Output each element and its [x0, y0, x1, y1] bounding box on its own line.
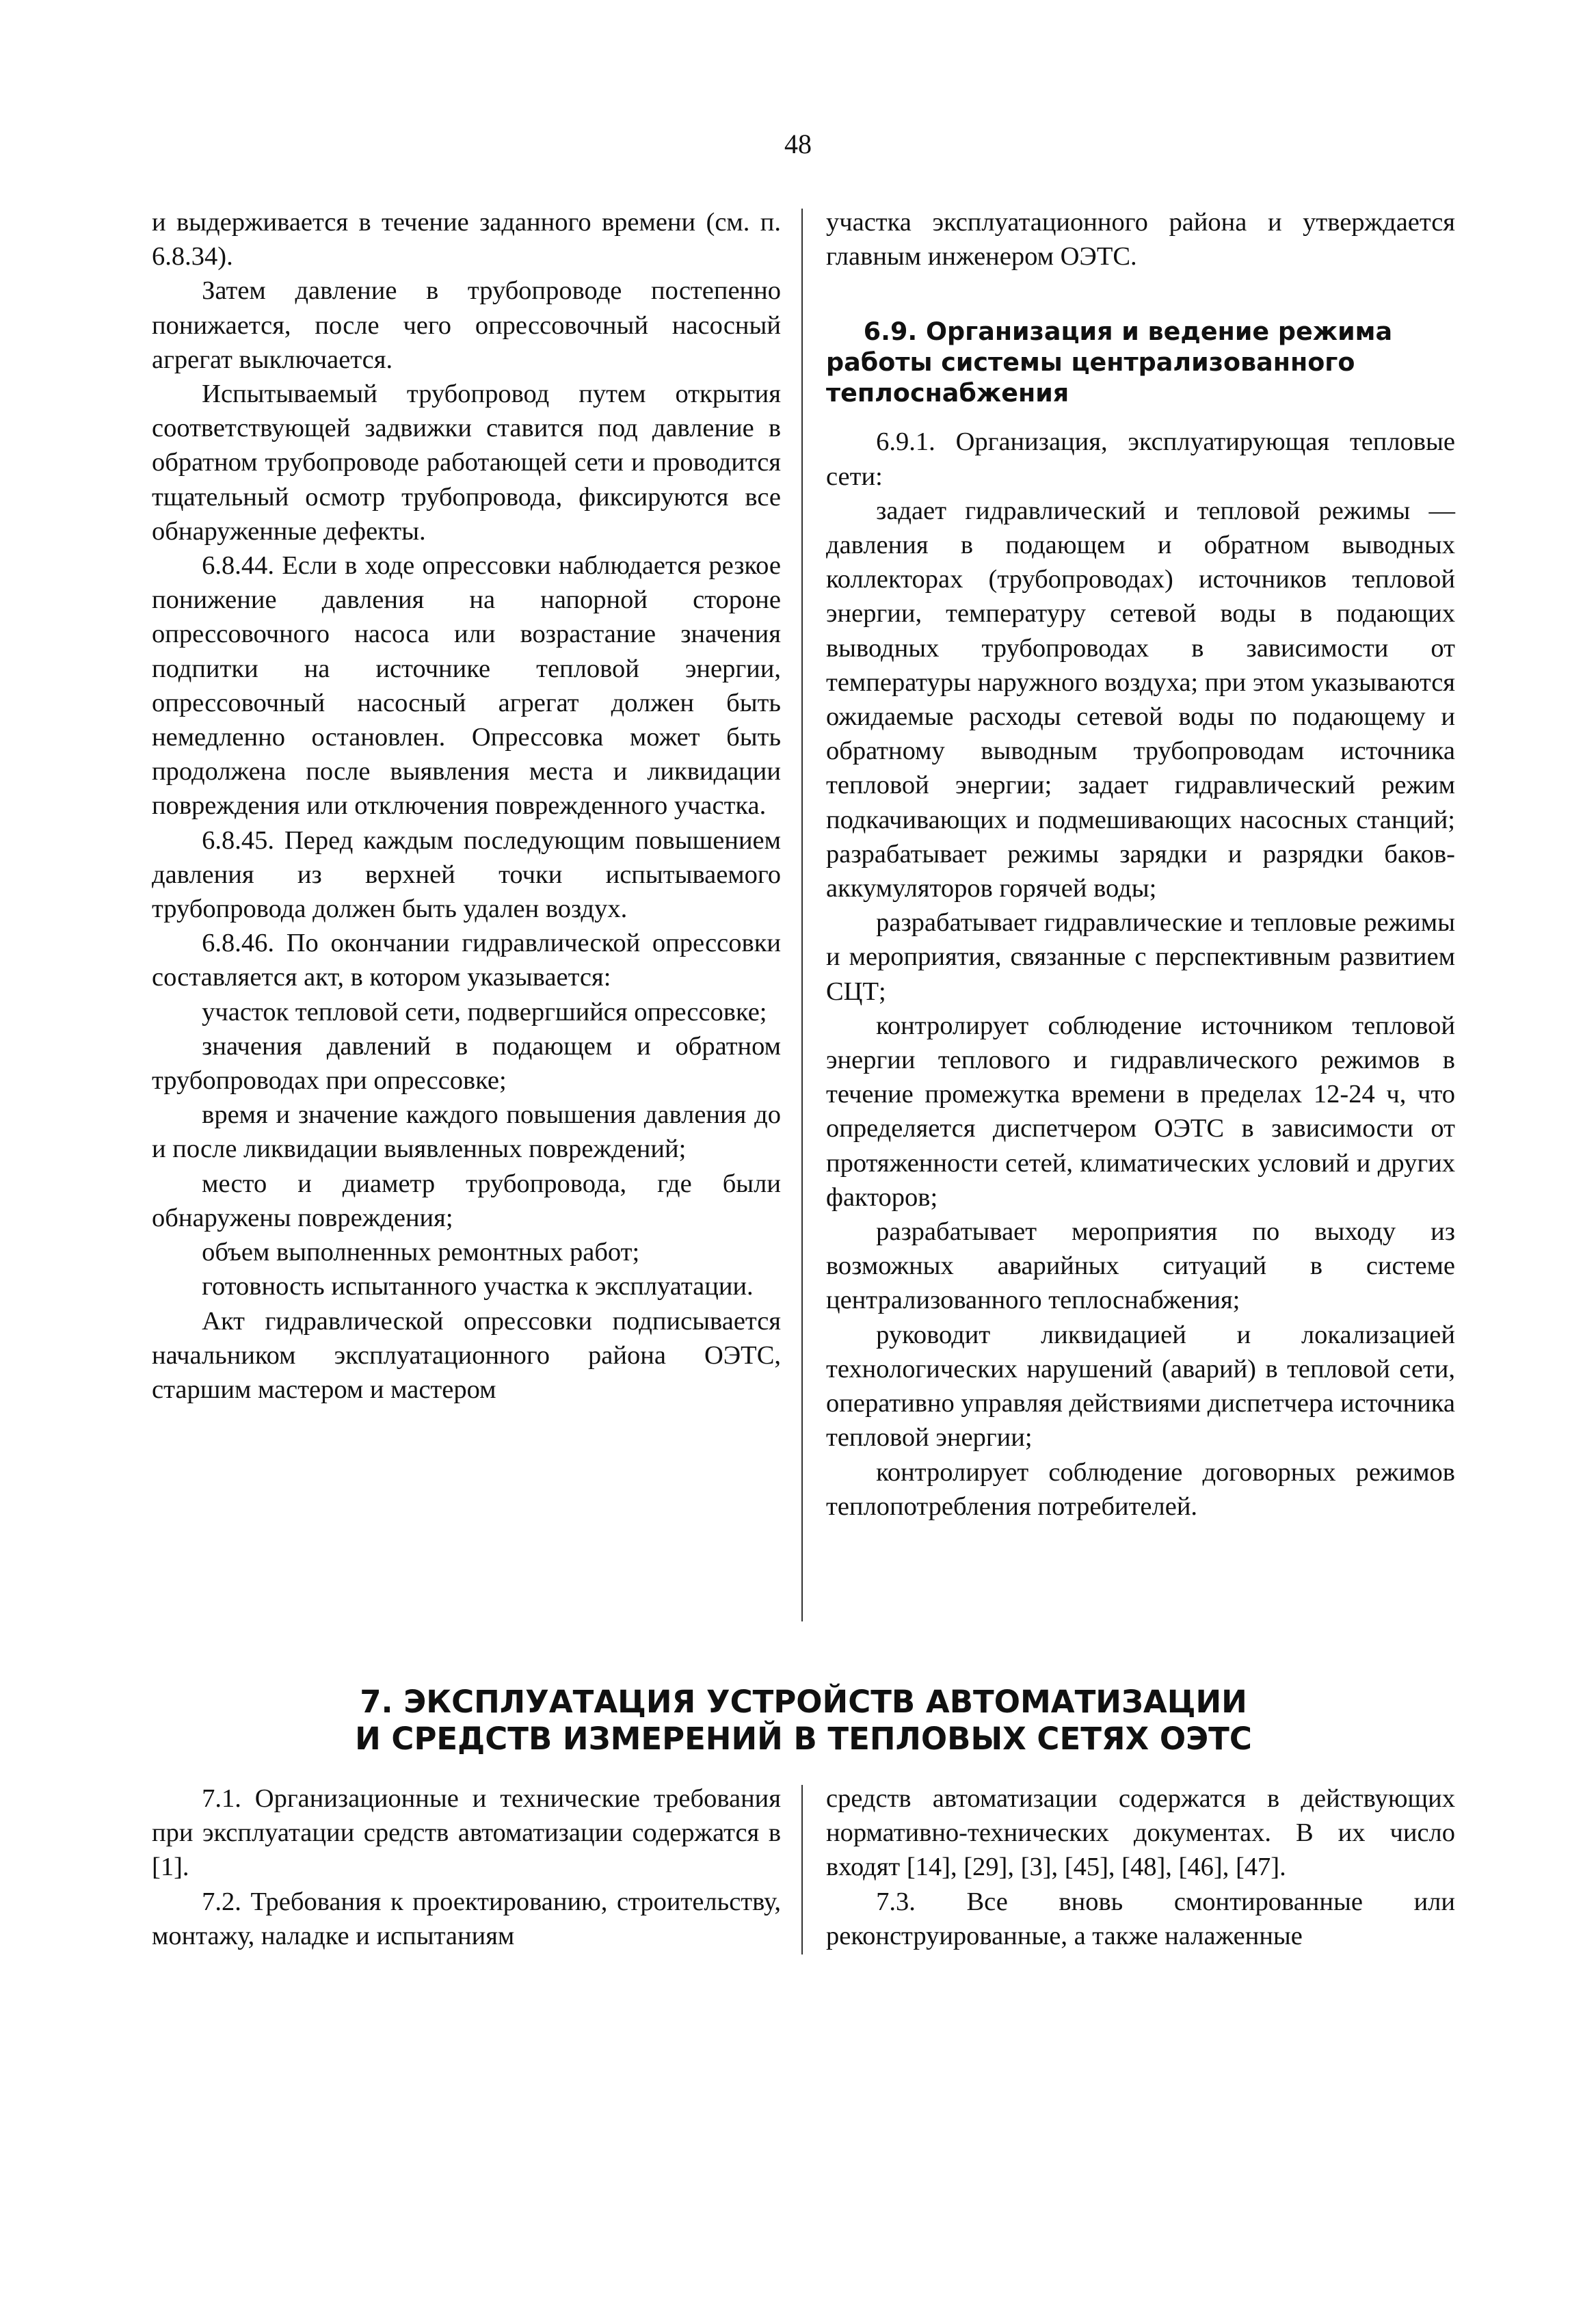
paragraph-6-9-1: 6.9.1. Организация, эксплуатирующая тепловые сети: [826, 427, 1455, 491]
paragraph-6-8-45: 6.8.45. Перед каждым последующим повышением давления из верхней точки испытываемого трубопровода должен быть удален воздух. [152, 825, 781, 924]
column-divider-bottom [801, 1785, 803, 1954]
list-item: контролирует соблюдение договорных режимов теплопотребления потребителей. [826, 1457, 1455, 1521]
right-column-top [826, 205, 1455, 1524]
paragraph: Затем давление в трубопроводе постепенно понижается, после чего опрессовочный насосный агрегат выключается. [152, 276, 781, 374]
page-number: 48 [784, 129, 812, 159]
chapter-title-line: И СРЕДСТВ ИЗМЕРЕНИЙ В ТЕПЛОВЫХ СЕТЯХ ОЭТС [355, 1721, 1252, 1757]
paragraph-7-3: 7.3. Все вновь смонтированные или реконструированные, а также налаженные [826, 1887, 1455, 1950]
list-item: участок тепловой сети, подвергшийся опрессовке; [202, 997, 767, 1026]
left-column-top [152, 205, 781, 1407]
paragraph: средств автоматизации содержатся в действующих нормативно-технических документах. В их число входят [14], [29], [3], [45], [48], [46], [47]. [826, 1784, 1455, 1882]
list-item: разрабатывает гидравлические и тепловые режимы и мероприятия, связанные с перспективным развитием СЦТ; [826, 908, 1455, 1006]
list-item: время и значение каждого повышения давления до и после ликвидации выявленных повреждений; [152, 1100, 781, 1164]
paragraph: участка эксплуатационного района и утверждается главным инженером ОЭТС. [826, 208, 1455, 271]
list-item: задает гидравлический и тепловой режимы — давления в подающем и обратном выводных коллекторах (трубопроводах) источников тепловой энергии, температуру сетевой воды в подающих выводных трубопроводах в зависимости от температуры наружного воздуха; при этом указываются ожидаемые расходы сетевой воды по подающему и обратному выводным трубопроводам источника тепловой энергии; задает гидравлический режим подкачивающих и подмешивающих насосных станций; разрабатывает режимы зарядки и разрядки баков-аккумуляторов горячей воды; [826, 496, 1455, 903]
list-item: значения давлений в подающем и обратном трубопроводах при опрессовке; [152, 1031, 781, 1096]
section-heading-6-9: 6.9. Организация и ведение режима работы системы централизованного теплоснабжения [826, 317, 1393, 408]
list-item: место и диаметр трубопровода, где были обнаружены повреждения; [152, 1169, 781, 1232]
list-item: объем выполненных ремонтных работ; [202, 1238, 640, 1267]
list-item: руководит ликвидацией и локализацией технологических нарушений (аварий) в тепловой сети, оперативно управляя действиями диспетчера источника тепловой энергии; [826, 1320, 1456, 1453]
paragraph-7-1: 7.1. Организационные и технические требования при эксплуатации средств автоматизации содержатся в [1]. [152, 1784, 781, 1882]
list-item: контролирует соблюдение источником тепловой энергии теплового и гидравлического режимов в течение промежутка времени в пределах 12-24 ч, что определяется диспетчером ОЭТС в зависимости от протяженности сетей, климатических условий и других факторов; [826, 1011, 1455, 1212]
paragraph: Акт гидравлической опрессовки подписывается начальником эксплуатационного района ОЭТС, старшим мастером и мастером [152, 1306, 781, 1404]
left-column-bottom [152, 1781, 781, 1953]
paragraph-6-8-46: 6.8.46. По окончании гидравлической опрессовки составляется акт, в котором указывается: [152, 929, 781, 992]
paragraph-7-2: 7.2. Требования к проектированию, строительству, монтажу, наладке и испытаниям [152, 1887, 781, 1950]
chapter-title-line: 7. ЭКСПЛУАТАЦИЯ УСТРОЙСТВ АВТОМАТИЗАЦИИ [360, 1684, 1247, 1720]
list-item: разрабатывает мероприятия по выходу из возможных аварийных ситуаций в системе централизованного теплоснабжения; [826, 1217, 1455, 1315]
column-divider-top [801, 209, 803, 1621]
paragraph-6-8-44: 6.8.44. Если в ходе опрессовки наблюдается резкое понижение давления на напорной стороне опрессовочного насоса или возрастание значения подпитки на источнике тепловой энергии, опрессовочный насосный агрегат должен быть немедленно остановлен. Опрессовка может быть продолжена после выявления места и ликвидации повреждения или отключения поврежденного участка. [152, 551, 781, 821]
paragraph: Испытываемый трубопровод путем открытия соответствующей задвижки ставится под давление в обратном трубопроводе работающей сети и проводится тщательный осмотр трубопровода, фиксируются все обнаруженные дефекты. [152, 380, 781, 546]
right-column-bottom [826, 1781, 1455, 1953]
list-item: готовность испытанного участка к эксплуатации. [202, 1272, 754, 1301]
paragraph: и выдерживается в течение заданного времени (см. п. 6.8.34). [152, 208, 781, 271]
chapter-title [152, 1684, 1455, 1758]
